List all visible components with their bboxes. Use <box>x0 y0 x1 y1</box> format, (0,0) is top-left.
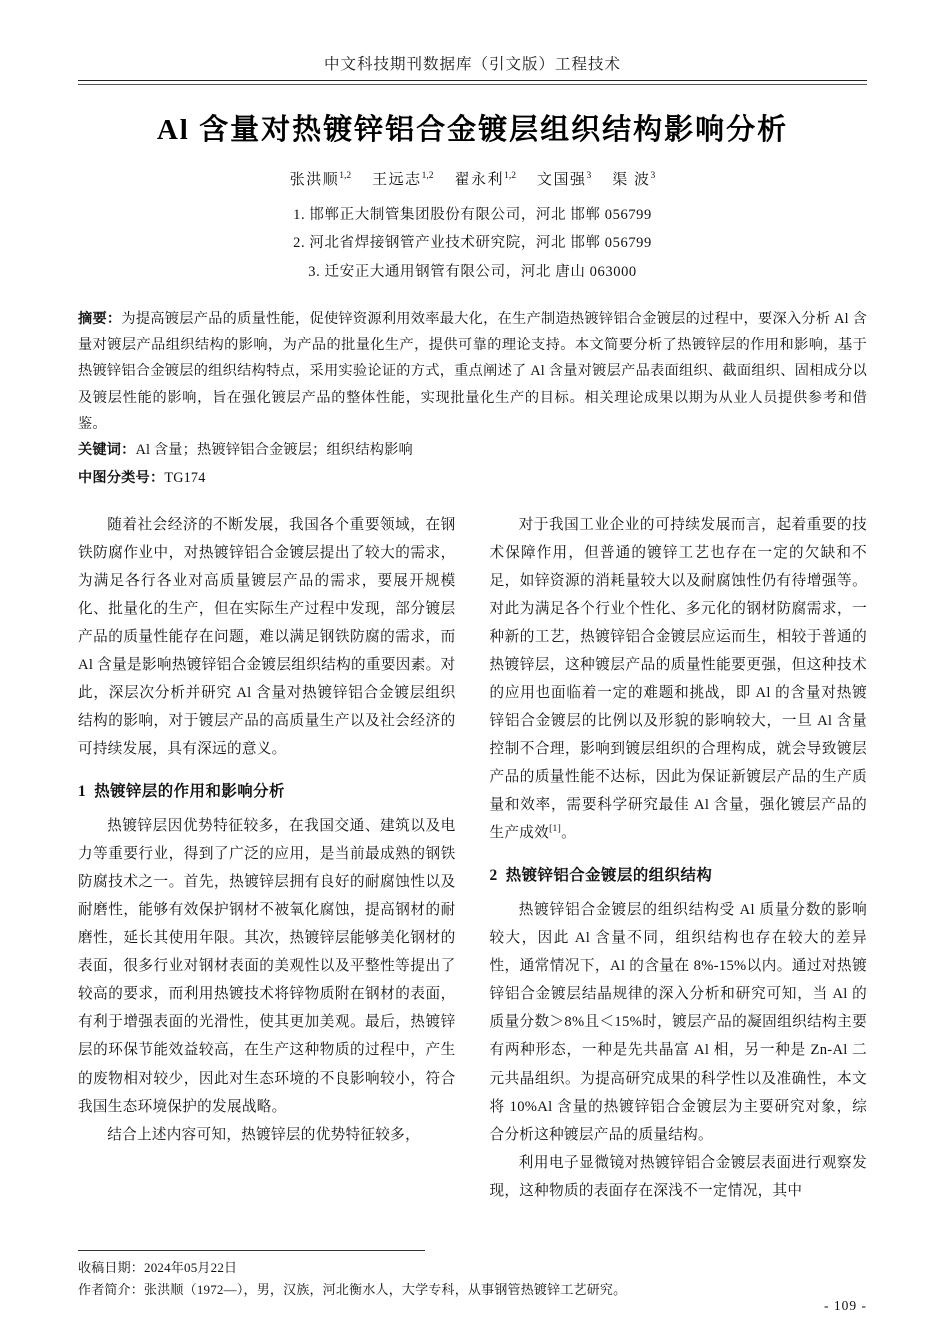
clc-number <box>78 465 867 493</box>
keywords-text: Al 含量；热镀锌铝合金镀层；组织结构影响 <box>135 442 413 459</box>
author-entry: 张洪顺$^{1,2}$ <box>289 171 352 189</box>
paragraph: 结合上述内容可知，热镀锌层的优势特征较多， <box>107 1126 420 1143</box>
received-date-line <box>78 1257 867 1280</box>
affiliation-line: 2. 河北省焊接钢管产业技术研究院，河北 邯郸 056799 <box>293 235 652 252</box>
section-heading-1 <box>78 777 456 807</box>
received-date: 2024年05月22日 <box>144 1259 238 1275</box>
page-footer <box>78 1250 867 1303</box>
footer-divider <box>78 1250 425 1251</box>
paragraph-text: 对于我国工业企业的可持续发展而言，起着重要的技术保障作用，但普通的镀锌工艺也存在一定的欠缺和不足，如锌资源的消耗量较大以及耐腐蚀性仍有待增强等。对此为满足各个行业个性化、多元化的钢材防腐需求，一种新的工艺，热镀锌铝合金镀层应运而生，相较于普通的热镀锌层，这种镀层产品的质量性能要更强，但这种技术的应用也面临着一定的难题和挑战，即 Al 的含量对热镀锌铝合金镀层的比例以及形貌的影响较大，一旦 Al 含量控制不合理，影响到镀层组织的合理构成，就会导致镀层产品的质量性能不达标，因此为保证新镀层产品的生产质量和效率，需要科学研究最佳 Al 含量，强化镀层产品的生产成效 <box>489 516 867 841</box>
header-divider-thick <box>78 80 867 81</box>
affiliation-line: 1. 邯郸正大制管集团股份有限公司，河北 邯郸 056799 <box>293 207 652 224</box>
paragraph: 随着社会经济的不断发展，我国各个重要领域，在钢铁防腐作业中，对热镀锌铝合金镀层提出了较大的需求，为满足各行各业对高质量镀层产品的需求，要展开规模化、批量化的生产，但在实际生产过程中发现，部分镀层产品的质量性能存在问题，难以满足钢铁防腐的需求，而 Al 含量是影响热镀锌铝合金镀层组织结构的重要因素。对此，深层次分析并研究 Al 含量对热镀锌铝合金镀层组织结构的影响，对于镀层产品的高质量生产以及社会经济的可持续发展，具有深远的意义。 <box>78 516 456 757</box>
clc-label: 中图分类号： <box>78 469 165 486</box>
clc-text: TG174 <box>164 469 206 486</box>
author-entry: 王远志$^{1,2}$ <box>372 171 434 189</box>
author-entry: 翟永利$^{1,2}$ <box>454 171 516 189</box>
author-entry: 渠 波$^3$ <box>612 171 656 189</box>
keywords <box>78 437 867 465</box>
paragraph-tail: 。 <box>561 824 576 841</box>
abstract-label: 摘要： <box>78 310 122 327</box>
section-title: 热镀锌铝合金镀层的组织结构 <box>505 866 713 884</box>
reference-marker: [1] <box>549 823 562 834</box>
author-list <box>78 168 867 189</box>
body-columns <box>78 511 867 1205</box>
keywords-label: 关键词： <box>78 442 136 459</box>
journal-header: 中文科技期刊数据库（引文版）工程技术 <box>323 56 621 73</box>
author-bio-text: 张洪顺（1972—），男，汉族，河北衡水人，大学专科，从事钢管热镀锌工艺研究。 <box>144 1282 627 1298</box>
author-bio-line <box>78 1279 867 1302</box>
affiliation-line: 3. 迁安正大通用钢管有限公司，河北 唐山 063000 <box>308 263 637 280</box>
left-column <box>78 511 456 1205</box>
section-number: 1 <box>78 782 87 800</box>
author-entry: 文国强$^3$ <box>536 171 592 189</box>
abstract-text: 为提高镀层产品的质量性能，促使锌资源利用效率最大化，在生产制造热镀锌铝合金镀层的过程中，要深入分析 Al 含量对镀层产品组织结构的影响，为产品的批量化生产，提供可靠的理论支持。本文简要分析了热镀锌层的作用和影响，基于热镀锌铝合金镀层的组织结构特点，采用实验论证的方式，重点阐述了 Al 含量对镀层产品表面组织、截面组织、固相成分以及镀层性能的影响，旨在强化镀层产品的整体性能，实现批量化生产的目标。相关理论成果以期为从业人员提供参考和借鉴。 <box>78 310 867 432</box>
author-bio-label: 作者简介： <box>78 1282 145 1298</box>
paragraph: 利用电子显微镜对热镀锌铝合金镀层表面进行观察发现，这种物质的表面存在深浅不一定情况，其中 <box>489 1154 867 1199</box>
section-title: 热镀锌层的作用和影响分析 <box>94 782 285 800</box>
section-heading-2 <box>490 861 868 891</box>
paragraph: 热镀锌铝合金镀层的组织结构受 Al 质量分数的影响较大，因此 Al 含量不同，组织结构也存在较大的差异性，通常情况下，Al 的含量在 8%-15%以内。通过对热镀锌铝合金镀层结晶规律的深入分析和研究可知，当 Al 的质量分数＞8%且＜15%时，镀层产品的凝固组织结构主要有两种形态，一种是先共晶富 Al 相，另一种是 Zn-Al 二元共晶组织。为提高研究成果的科学性以及准确性，本文将 10%Al 含量的热镀锌铝合金镀层为主要研究对象，综合分析这种镀层产品的质量结构。 <box>489 902 867 1143</box>
page-number: - 109 - <box>824 1298 867 1313</box>
paragraph <box>490 511 868 847</box>
page-title: Al 含量对热镀锌铝合金镀层组织结构影响分析 <box>156 114 789 146</box>
section-number: 2 <box>489 866 498 884</box>
received-label: 收稿日期： <box>78 1259 145 1275</box>
right-column <box>490 511 868 1205</box>
paragraph: 热镀锌层因优势特征较多，在我国交通、建筑以及电力等重要行业，得到了广泛的应用，是当前最成熟的钢铁防腐技术之一。首先，热镀锌层拥有良好的耐腐蚀性以及耐磨性，能够有效保护钢材不被氧化腐蚀，提高钢材的耐磨性，延长其使用年限。其次，热镀锌层能够美化钢材的表面，很多行业对钢材表面的美观性以及平整性等提出了较高的要求，而利用热镀技术将锌物质附在钢材的表面，有利于增强表面的光滑性，使其更加美观。最后，热镀锌层的环保节能效益较高，在生产这种物质的过程中，产生的废物相对较少，因此对生态环境的不良影响较小，符合我国生态环境保护的发展战略。 <box>78 818 456 1115</box>
header-divider-thin <box>78 84 867 85</box>
abstract <box>78 306 867 437</box>
